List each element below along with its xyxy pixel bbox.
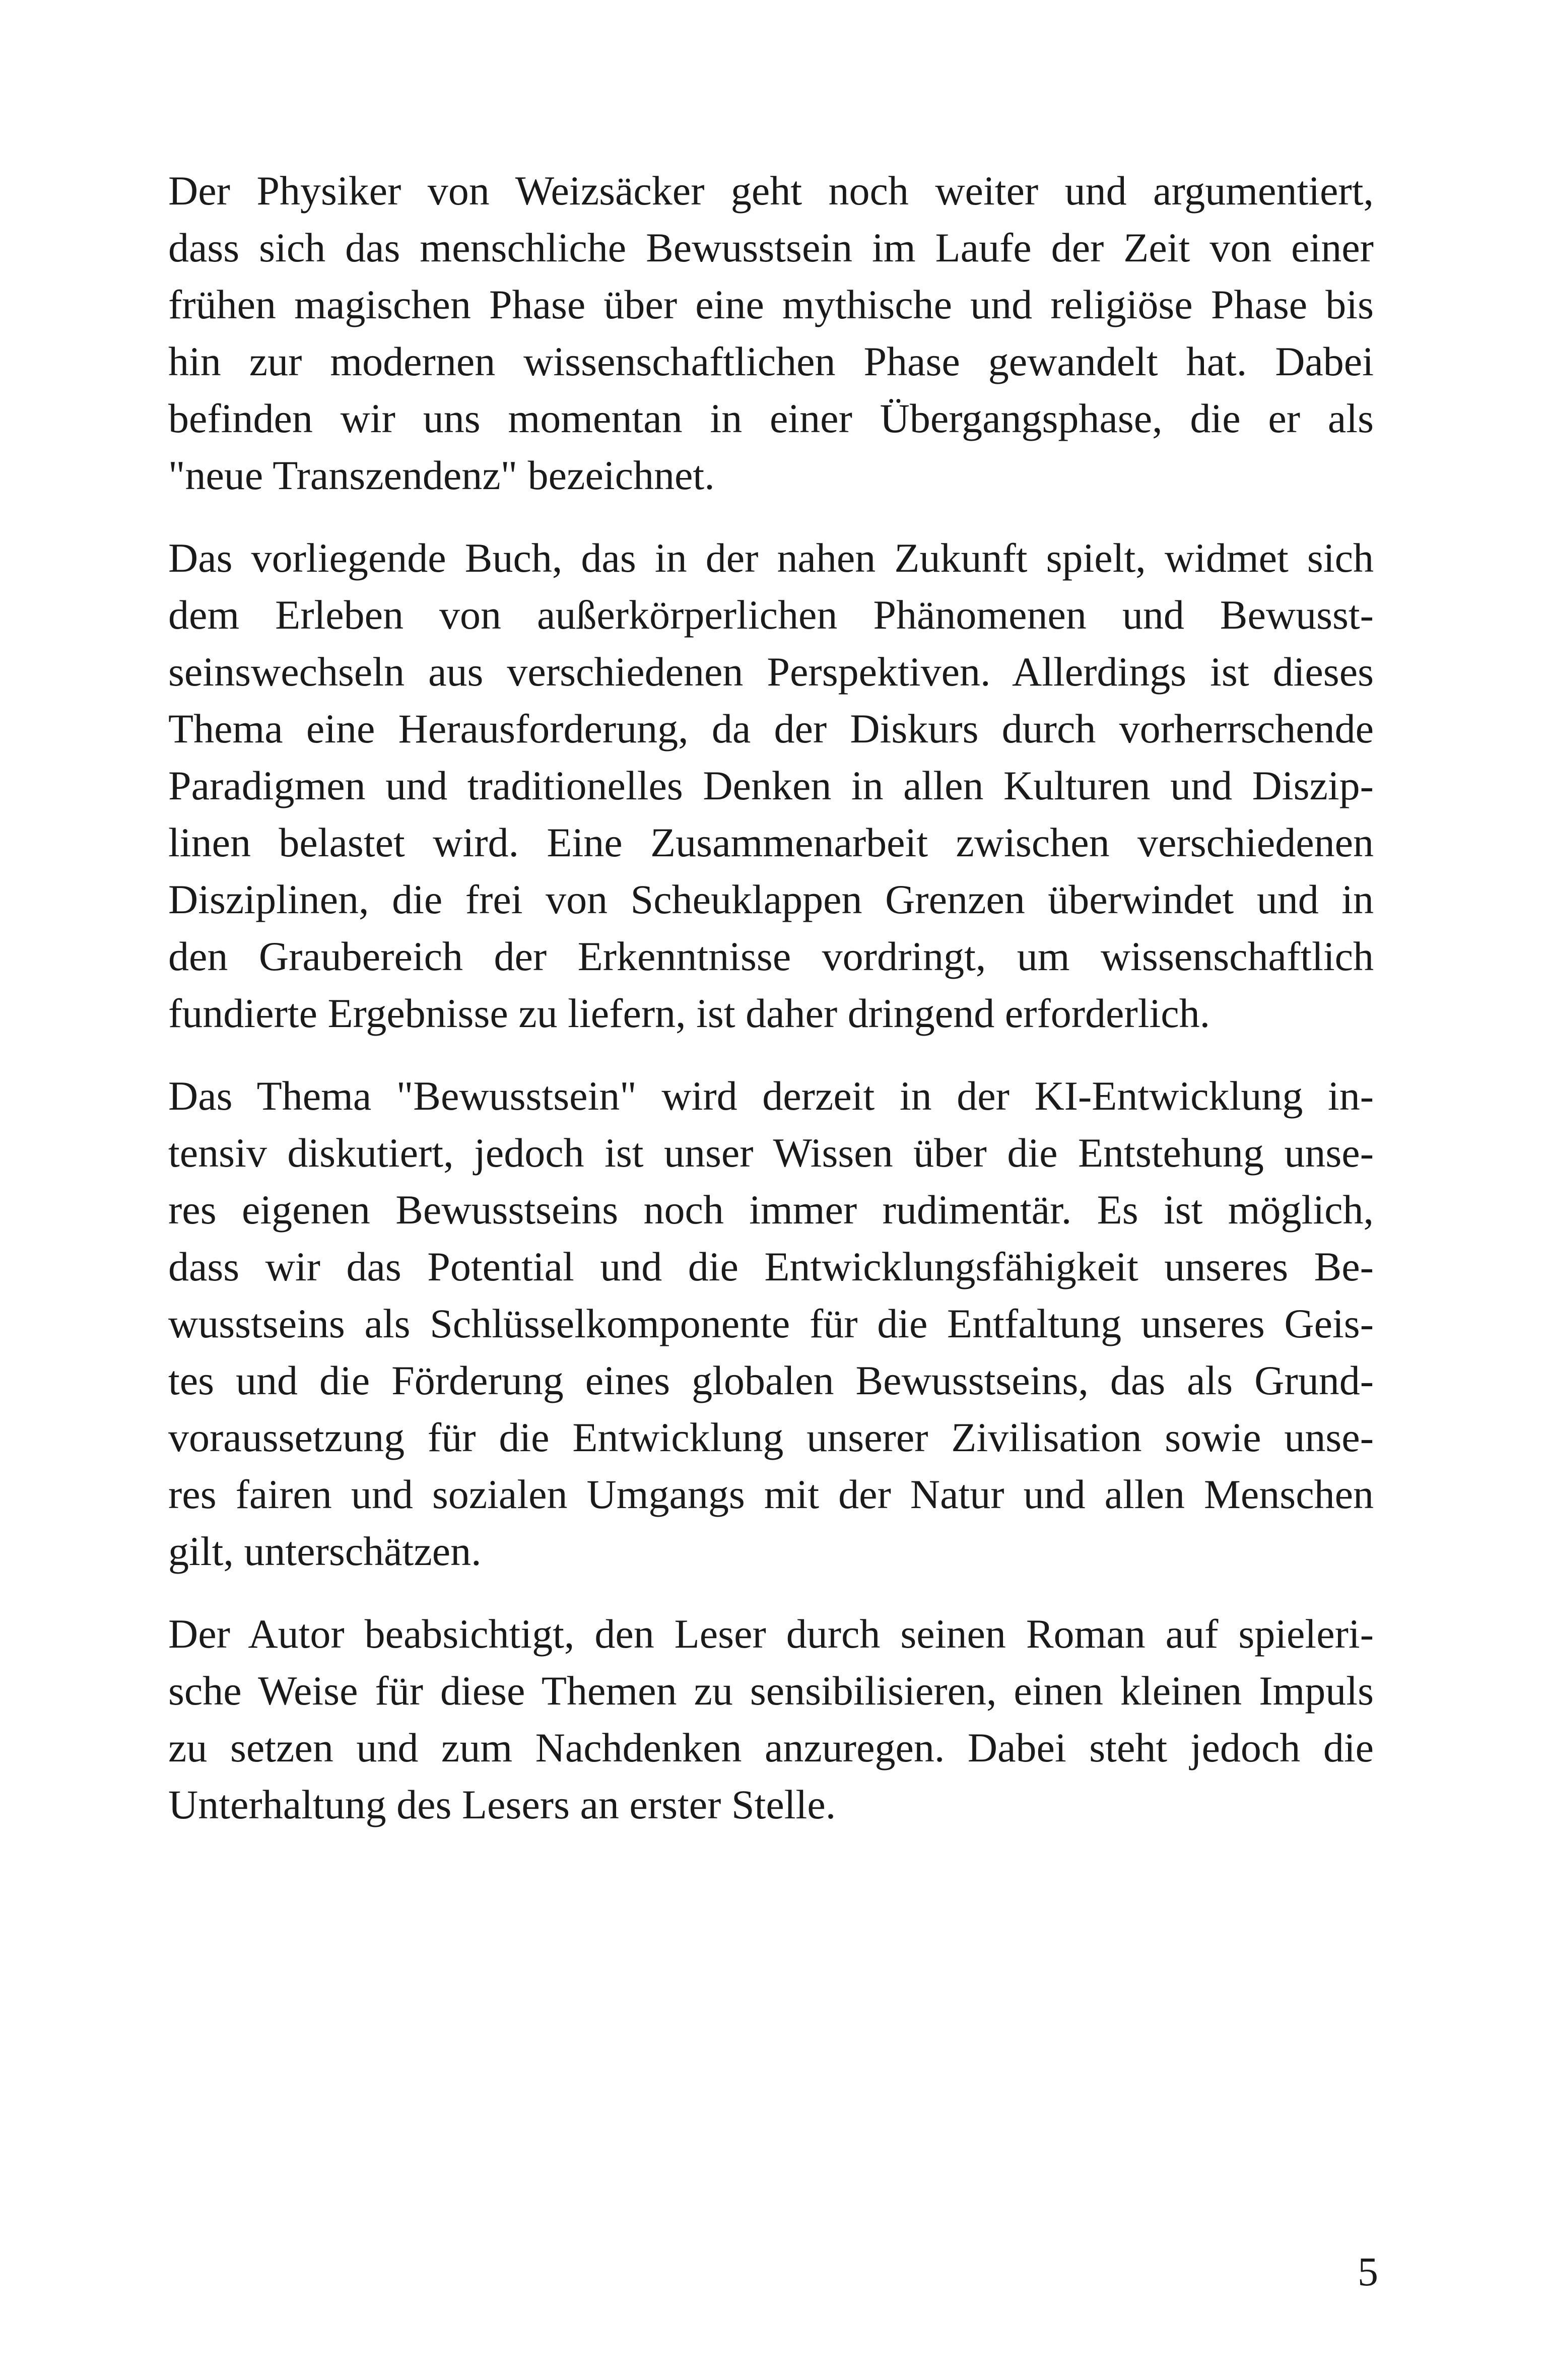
- text-line: fundierte Ergebnisse zu liefern, ist daher dringend erforderlich.: [168, 990, 1210, 1036]
- text-line: Paradigmen und traditionelles Denken in allen Kulturen und Diszip-: [168, 763, 1374, 808]
- text-line: Der Physiker von Weizsäcker geht noch weiter und argumentiert,: [168, 168, 1374, 214]
- text-line: zu setzen und zum Nachdenken anzuregen. Dabei steht jedoch die: [168, 1725, 1374, 1771]
- text-line: den Graubereich der Erkenntnisse vordringt, um wissenschaftlich: [168, 933, 1374, 979]
- text-line: Das Thema "Bewusstsein" wird derzeit in der KI-Entwicklung in-: [168, 1073, 1374, 1119]
- paragraph-4: [168, 1605, 1374, 1833]
- body-text: [168, 162, 1374, 1859]
- text-line: gilt, unterschätzen.: [168, 1528, 482, 1574]
- text-line: seinswechseln aus verschiedenen Perspektiven. Allerdings ist dieses: [168, 649, 1374, 695]
- text-line: dass wir das Potential und die Entwicklungsfähigkeit unseres Be-: [168, 1244, 1374, 1289]
- text-line: Thema eine Herausforderung, da der Diskurs durch vorherrschende: [168, 706, 1374, 752]
- text-line: linen belastet wird. Eine Zusammenarbeit zwischen verschiedenen: [168, 820, 1374, 865]
- text-line: Das vorliegende Buch, das in der nahen Zukunft spielt, widmet sich: [168, 535, 1374, 581]
- page-number: 5: [1358, 2249, 1378, 2294]
- text-line: dass sich das menschliche Bewusstsein im Laufe der Zeit von einer: [168, 225, 1374, 270]
- text-line: frühen magischen Phase über eine mythische und religiöse Phase bis: [168, 282, 1374, 327]
- text-line: tensiv diskutiert, jedoch ist unser Wissen über die Entstehung unse-: [168, 1130, 1374, 1176]
- text-line: wusstseins als Schlüsselkomponente für die Entfaltung unseres Geis-: [168, 1301, 1374, 1346]
- text-line: Unterhaltung des Lesers an erster Stelle.: [168, 1782, 836, 1827]
- paragraph-1: [168, 162, 1374, 504]
- text-line: befinden wir uns momentan in einer Übergangsphase, die er als: [168, 395, 1374, 441]
- text-line: Der Autor beabsichtigt, den Leser durch seinen Roman auf spieleri-: [168, 1611, 1374, 1657]
- text-line: "neue Transzendenz" bezeichnet.: [168, 452, 715, 498]
- paragraph-3: [168, 1067, 1374, 1580]
- text-line: tes und die Förderung eines globalen Bewusstseins, das als Grund-: [168, 1357, 1374, 1403]
- text-line: hin zur modernen wissenschaftlichen Phase gewandelt hat. Dabei: [168, 338, 1374, 384]
- text-line: Disziplinen, die frei von Scheuklappen Grenzen überwindet und in: [168, 876, 1374, 922]
- text-line: sche Weise für diese Themen zu sensibilisieren, einen kleinen Impuls: [168, 1668, 1374, 1714]
- text-line: dem Erleben von außerkörperlichen Phänomenen und Bewusst-: [168, 592, 1374, 638]
- text-line: voraussetzung für die Entwicklung unserer Zivilisation sowie unse-: [168, 1414, 1374, 1460]
- text-line: res eigenen Bewusstseins noch immer rudimentär. Es ist möglich,: [168, 1187, 1374, 1233]
- text-line: res fairen und sozialen Umgangs mit der Natur und allen Menschen: [168, 1471, 1374, 1517]
- paragraph-2: [168, 529, 1374, 1042]
